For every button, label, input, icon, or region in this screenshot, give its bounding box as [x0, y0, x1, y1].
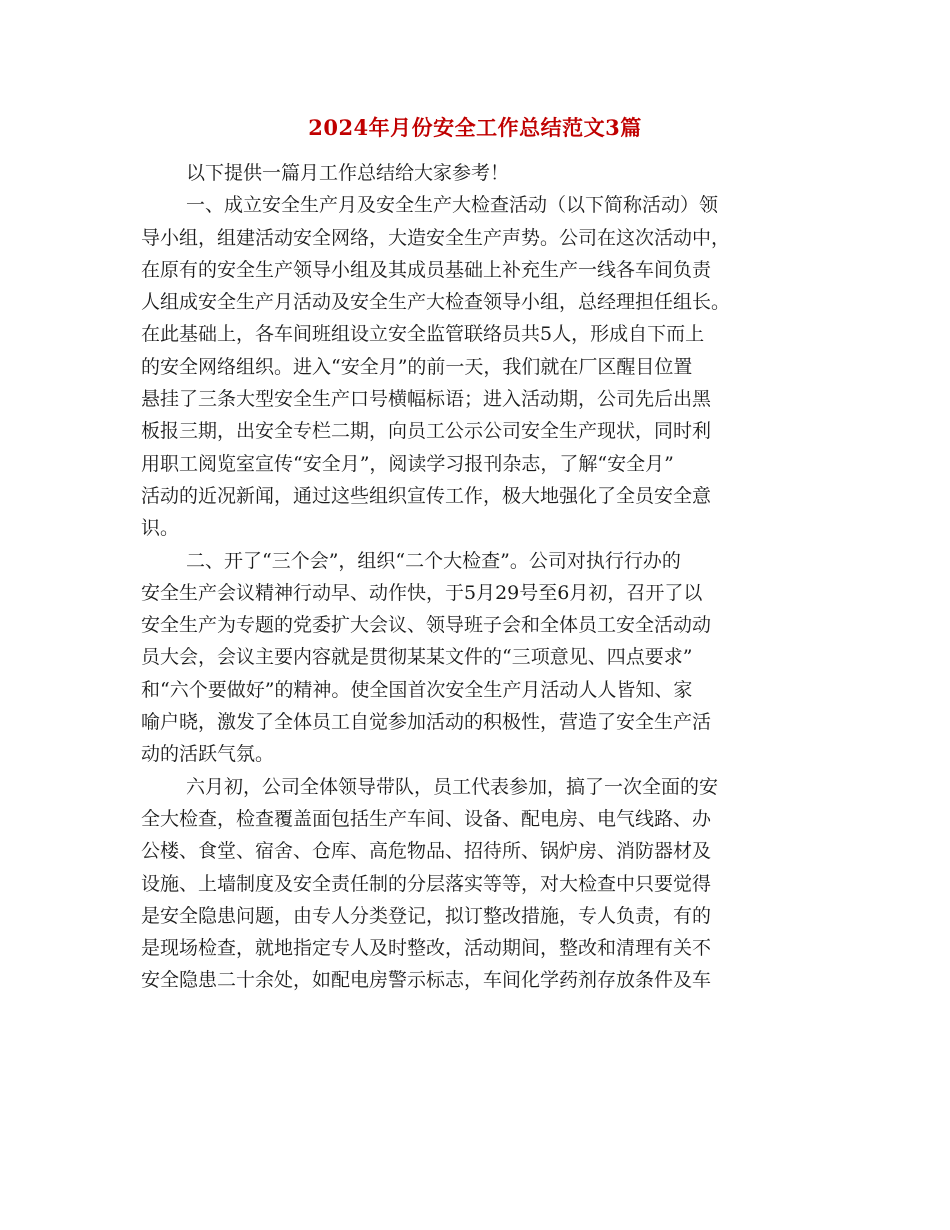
text-line: 安全生产为专题的党委扩大会议、领导班子会和全体员工安全活动动: [141, 614, 712, 637]
text-line: 的安全网络组织。进入“安全月”的前一天，我们就在厂区醒目位置: [141, 355, 693, 378]
text-line: 以下提供一篇月工作总结给大家参考！: [186, 162, 510, 184]
text-line: 一、成立安全生产月及安全生产大检查活动（以下简称活动）领: [186, 194, 719, 217]
text-line: 员大会，会议主要内容就是贯彻某某文件的“三项意见、四点要求”: [141, 646, 693, 669]
text-line: 在原有的安全生产领导小组及其成员基础上补充生产一线各车间负责: [141, 258, 712, 281]
text-line: 悬挂了三条大型安全生产口号横幅标语；进入活动期，公司先后出黑: [141, 388, 712, 411]
text-line: 导小组，组建活动安全网络，大造安全生产声势。公司在这次活动中，: [141, 226, 731, 249]
text-line: 用职工阅览室宣传“安全月”，阅读学习报刊杂志，了解“安全月”: [141, 452, 674, 475]
text-line: 在此基础上，各车间班组设立安全监管联络员共5人，形成自下而上: [141, 323, 705, 346]
text-line: 六月初，公司全体领导带队，员工代表参加，搞了一次全面的安: [186, 775, 719, 798]
text-line: 喻户晓，激发了全体员工自觉参加活动的积极性，营造了安全生产活: [141, 711, 712, 734]
text-line: 是安全隐患问题，由专人分类登记，拟订整改措施，专人负责，有的: [141, 904, 712, 927]
text-line: 安全生产会议精神行动早、动作快，于5月29号至6月初，召开了以: [141, 581, 703, 604]
text-line: 活动的近况新闻，通过这些组织宣传工作，极大地强化了全员安全意: [141, 484, 712, 507]
text-line: 全大检查，检查覆盖面包括生产车间、设备、配电房、电气线路、办: [141, 807, 712, 830]
text-line: 安全隐患二十余处，如配电房警示标志，车间化学药剂存放条件及车: [141, 969, 712, 992]
text-line: 是现场检查，就地指定专人及时整改，活动期间，整改和清理有关不: [141, 937, 712, 960]
document-title: 2024年月份安全工作总结范文3篇: [308, 115, 642, 140]
document-body: [141, 157, 809, 997]
text-line: 公楼、食堂、宿舍、仓库、高危物品、招待所、锅炉房、消防器材及: [141, 840, 712, 863]
text-line: 设施、上墙制度及安全责任制的分层落实等等，对大检查中只要觉得: [141, 872, 712, 895]
text-line: 二、开了“三个会”，组织“二个大检查”。公司对执行行办的: [186, 549, 681, 572]
text-line: 动的活跃气氛。: [141, 743, 275, 766]
text-line: 人组成安全生产月活动及安全生产大检查领导小组，总经理担任组长。: [141, 291, 731, 314]
text-line: 和“六个要做好”的精神。使全国首次安全生产月活动人人皆知、家: [141, 678, 693, 701]
text-line: 板报三期，出安全专栏二期，向员工公示公司安全生产现状，同时利: [141, 420, 712, 443]
text-line: 识。: [141, 517, 180, 540]
